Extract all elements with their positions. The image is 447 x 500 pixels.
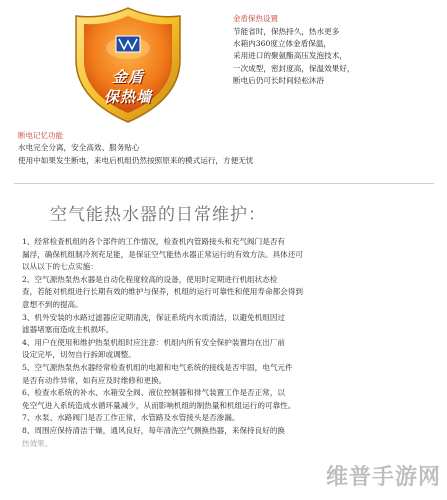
- article-line: 3、机外安装的水路过滤器应定期清洗，保证系统内水质清洁，以避免机组因过: [22, 312, 286, 322]
- memory-section: [18, 130, 438, 167]
- feature-line: 水箱内360度立体金盾保温，: [233, 39, 332, 49]
- feature-line: 采用进口的聚氨酯高压发泡技术，: [233, 51, 347, 61]
- article-line: 设定完毕，切勿自行拆卸或调整。: [22, 350, 136, 360]
- article-line: 1、经常检查机组的各个部件的工作情况，检查机内管路接头和充气阀门是否有: [22, 237, 286, 246]
- feature-line: 断电后仍可长时间轻松沐浴: [233, 75, 325, 85]
- article-line: 4、用户在使用和维护热泵机组时应注意：机组内所有安全保护装置均在出厂前: [22, 337, 286, 347]
- feature-section: [233, 14, 443, 87]
- article-line: 以从以下的七点实施：: [22, 262, 98, 272]
- article-line: 意想不到的提高。: [22, 299, 83, 309]
- article-line: 免空气进入系统造成水循环量减少，从而影响机组的制热量和机组运行的可靠性。: [22, 400, 296, 410]
- article-line: 7、水泵、水路阀门是否工作正常，水管路及水管接头是否渗漏。: [22, 413, 240, 423]
- memory-title: 断电记忆功能: [18, 131, 63, 140]
- article-line: 是否有动作异常，如有应及时维修和更换。: [22, 375, 167, 385]
- section-divider: [14, 183, 434, 184]
- article-line: 8、周围应保持清洁干燥，通风良好，每年清洗空气侧换热器，来保持良好的换: [22, 425, 286, 435]
- article-line: 2、空气源热泵热水器是自动化程度较高的设备，使用时定期进行机组状态检: [22, 274, 278, 284]
- site-watermark: 维普手游网: [326, 465, 442, 490]
- article-line: 6、检查水系统的补水、水箱安全阀、液位控制器和排气装置工作是否正常，以: [22, 388, 286, 398]
- article-body: [22, 236, 430, 450]
- article-line: 查，若能对机组进行长期有效的维护与保养，机组的运行可靠性和使用寿命都会得到: [22, 287, 303, 297]
- article-line: 5、空气源热泵热水器经常检查机组的电源和电气系统的接线是否牢固，电气元件: [22, 362, 293, 372]
- feature-line: 节能省时，保热持久，热水更多: [233, 27, 340, 36]
- article-line: 热效果。: [22, 438, 53, 448]
- article-line: 漏浮，确保机组制冷剂充足能，是保证空气能热水器正常运行的有效方法。具体还可: [22, 249, 303, 259]
- article-title: 空气能热水器的日常维护：: [50, 205, 266, 225]
- feature-title: 金盾保热设置: [233, 14, 278, 23]
- shield-text-line1: 金盾: [111, 68, 144, 86]
- feature-line: 一次成型，密封度高，保温效果好，: [233, 63, 355, 73]
- article-line: 滤器堵塞而造成主机损坏。: [22, 325, 114, 335]
- memory-line: 水电完全分离，安全高效、服务贴心: [18, 143, 140, 152]
- memory-line: 使用中如果发生断电，来电后机组仍然按照原来的模式运行，方便无忧: [18, 156, 254, 165]
- shield-text-line2: 保热墙: [103, 88, 152, 106]
- jindun-shield-logo: [70, 6, 186, 124]
